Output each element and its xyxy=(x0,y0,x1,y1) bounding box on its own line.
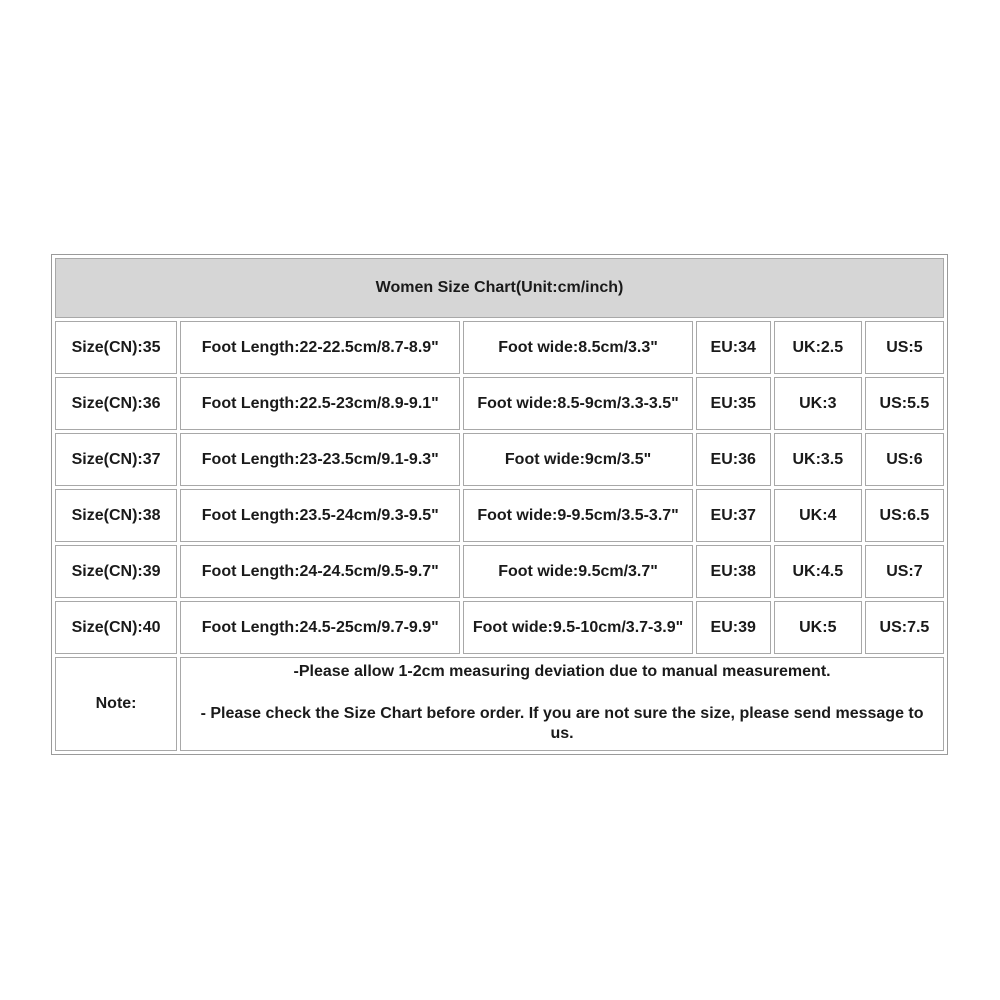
size-cn-cell: Size(CN):38 xyxy=(55,489,177,542)
foot-wide-cell: Foot wide:9-9.5cm/3.5-3.7" xyxy=(463,489,692,542)
us-size-cell: US:5.5 xyxy=(865,377,944,430)
foot-length-cell: Foot Length:23.5-24cm/9.3-9.5" xyxy=(180,489,460,542)
us-size-cell: US:6 xyxy=(865,433,944,486)
foot-length-cell: Foot Length:22.5-23cm/8.9-9.1" xyxy=(180,377,460,430)
eu-size-cell: EU:37 xyxy=(696,489,771,542)
uk-size-cell: UK:5 xyxy=(774,601,862,654)
size-cn-cell: Size(CN):39 xyxy=(55,545,177,598)
table-row xyxy=(55,433,944,486)
uk-size-cell: UK:3 xyxy=(774,377,862,430)
chart-title: Women Size Chart(Unit:cm/inch) xyxy=(55,258,944,318)
size-cn-cell: Size(CN):37 xyxy=(55,433,177,486)
us-size-cell: US:5 xyxy=(865,321,944,374)
foot-length-cell: Foot Length:24-24.5cm/9.5-9.7" xyxy=(180,545,460,598)
foot-length-cell: Foot Length:23-23.5cm/9.1-9.3" xyxy=(180,433,460,486)
uk-size-cell: UK:4.5 xyxy=(774,545,862,598)
size-cn-cell: Size(CN):35 xyxy=(55,321,177,374)
note-text xyxy=(180,657,944,751)
note-label: Note: xyxy=(55,657,177,751)
foot-wide-cell: Foot wide:9.5-10cm/3.7-3.9" xyxy=(463,601,692,654)
foot-wide-cell: Foot wide:9cm/3.5" xyxy=(463,433,692,486)
us-size-cell: US:7 xyxy=(865,545,944,598)
size-chart-table xyxy=(51,254,948,755)
uk-size-cell: UK:2.5 xyxy=(774,321,862,374)
size-cn-cell: Size(CN):40 xyxy=(55,601,177,654)
title-row xyxy=(55,258,944,318)
table-row xyxy=(55,321,944,374)
table-row xyxy=(55,377,944,430)
note-line-check-size-chart: - Please check the Size Chart before order. If you are not sure the size, please send message to us. xyxy=(200,705,924,742)
eu-size-cell: EU:38 xyxy=(696,545,771,598)
us-size-cell: US:6.5 xyxy=(865,489,944,542)
table-row xyxy=(55,489,944,542)
table-row xyxy=(55,545,944,598)
note-line-measuring-deviation: -Please allow 1-2cm measuring deviation due to manual measurement. xyxy=(293,663,831,680)
eu-size-cell: EU:34 xyxy=(696,321,771,374)
size-cn-cell: Size(CN):36 xyxy=(55,377,177,430)
foot-wide-cell: Foot wide:8.5-9cm/3.3-3.5" xyxy=(463,377,692,430)
foot-wide-cell: Foot wide:9.5cm/3.7" xyxy=(463,545,692,598)
foot-length-cell: Foot Length:24.5-25cm/9.7-9.9" xyxy=(180,601,460,654)
eu-size-cell: EU:35 xyxy=(696,377,771,430)
foot-wide-cell: Foot wide:8.5cm/3.3" xyxy=(463,321,692,374)
eu-size-cell: EU:39 xyxy=(696,601,771,654)
note-row xyxy=(55,657,944,751)
uk-size-cell: UK:3.5 xyxy=(774,433,862,486)
table-row xyxy=(55,601,944,654)
uk-size-cell: UK:4 xyxy=(774,489,862,542)
foot-length-cell: Foot Length:22-22.5cm/8.7-8.9" xyxy=(180,321,460,374)
us-size-cell: US:7.5 xyxy=(865,601,944,654)
eu-size-cell: EU:36 xyxy=(696,433,771,486)
